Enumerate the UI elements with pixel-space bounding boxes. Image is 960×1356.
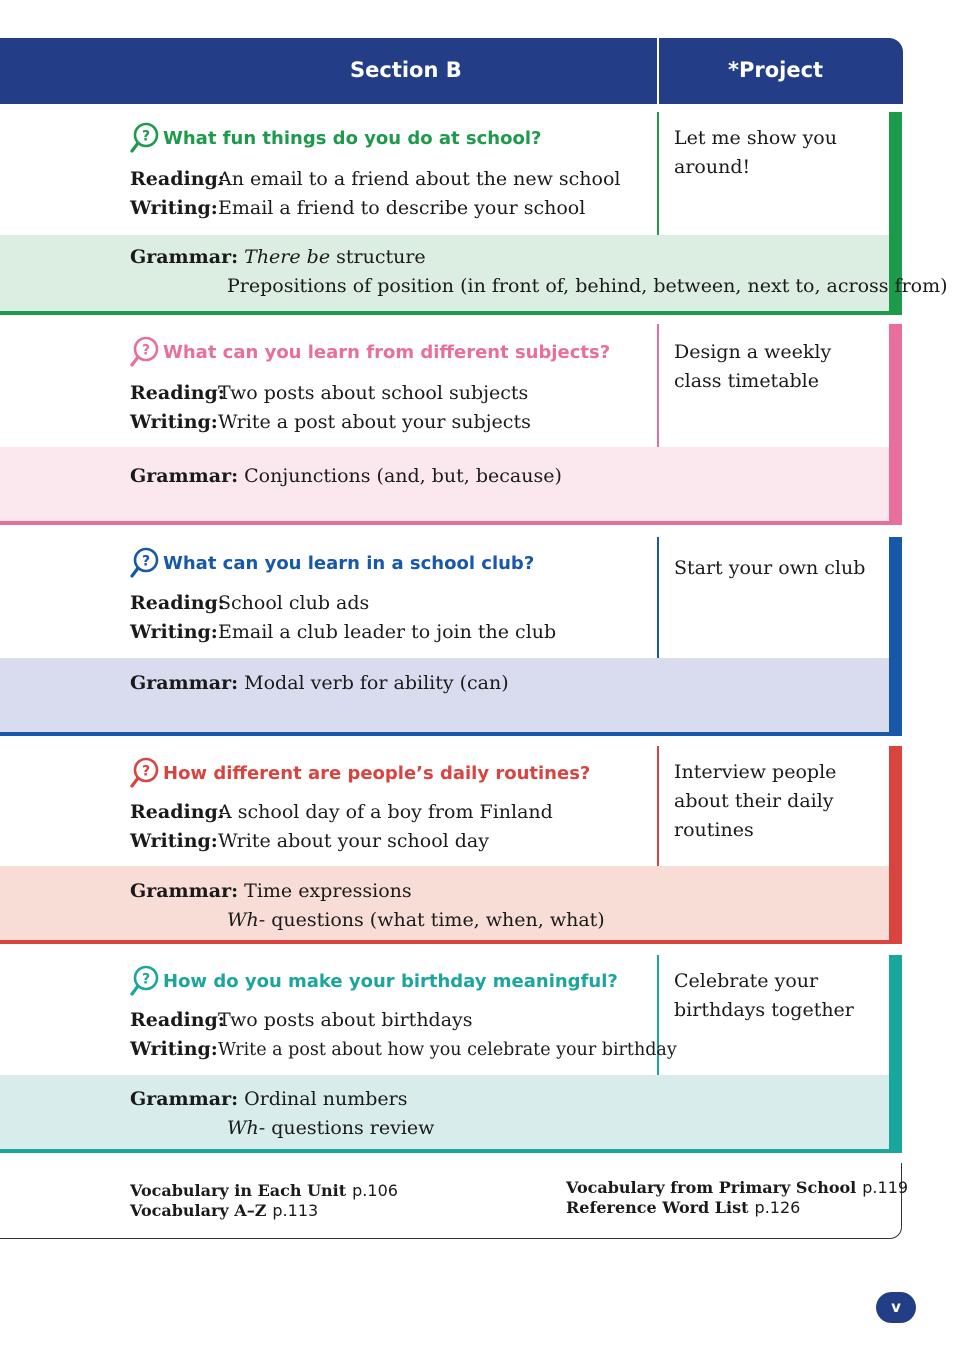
footer-page: p.119	[862, 1178, 909, 1197]
grammar-band	[0, 1075, 889, 1150]
reading-label: Reading:	[130, 382, 225, 404]
unit-color-bar	[889, 746, 902, 941]
grammar-text: Ordinal numbers	[244, 1088, 408, 1110]
grammar-label: Grammar:	[130, 880, 239, 902]
unit-bottom-rule	[0, 521, 902, 525]
column-divider	[657, 746, 659, 866]
header-divider	[657, 38, 659, 104]
grammar-line-2	[227, 275, 948, 297]
project-text: Design a weekly class timetable	[674, 341, 832, 392]
svg-text:?: ?	[141, 763, 151, 780]
grammar-line-2	[227, 909, 605, 931]
reading-line	[130, 1009, 473, 1031]
footer-page: p.126	[754, 1198, 801, 1217]
grammar-line	[130, 880, 412, 902]
writing-label: Writing:	[130, 197, 218, 219]
question-magnifier-icon	[130, 757, 160, 789]
writing-line	[130, 830, 489, 852]
footer-vocab-a-z	[130, 1201, 318, 1220]
question-magnifier-icon	[130, 336, 160, 368]
unit-question	[130, 336, 610, 368]
reading-line	[130, 382, 528, 404]
reading-line	[130, 801, 553, 823]
writing-line	[130, 621, 556, 643]
reading-label: Reading:	[130, 1009, 225, 1031]
footer-label: Vocabulary from Primary School	[566, 1178, 857, 1197]
grammar-text: questions (what time, when, what)	[265, 909, 605, 931]
grammar-line	[130, 465, 562, 487]
unit-4	[0, 737, 903, 945]
footer-label: Vocabulary A–Z	[130, 1201, 267, 1220]
writing-label: Writing:	[130, 1038, 218, 1060]
reading-text: A school day of a boy from Finland	[218, 801, 553, 823]
unit-question	[130, 965, 618, 997]
grammar-label: Grammar:	[130, 672, 239, 694]
reading-label: Reading:	[130, 168, 225, 190]
writing-label: Writing:	[130, 621, 218, 643]
grammar-band	[0, 658, 889, 733]
unit-1	[0, 104, 948, 316]
project-heading: *Project	[728, 58, 824, 82]
grammar-line-2	[227, 1117, 434, 1139]
grammar-line	[130, 246, 426, 268]
grammar-text: questions review	[265, 1117, 435, 1139]
unit-5	[0, 945, 903, 1153]
project-text: Start your own club	[674, 557, 866, 579]
column-divider	[657, 537, 659, 658]
reading-text: Two posts about birthdays	[218, 1009, 473, 1031]
svg-text:?: ?	[141, 971, 151, 988]
writing-label: Writing:	[130, 411, 218, 433]
grammar-italic: There be	[244, 246, 331, 268]
writing-text: Write about your school day	[218, 830, 489, 852]
writing-line	[130, 1038, 677, 1060]
grammar-label: Grammar:	[130, 465, 239, 487]
unit-color-bar	[889, 324, 902, 522]
grammar-text: Modal verb for ability (can)	[244, 672, 509, 694]
unit-color-bar	[889, 955, 902, 1150]
question-magnifier-icon	[130, 965, 160, 997]
grammar-label: Grammar:	[130, 1088, 239, 1110]
writing-text: Write a post about how you celebrate your birthday	[218, 1040, 677, 1060]
writing-line	[130, 411, 531, 433]
question-text: What fun things do you do at school?	[163, 127, 542, 149]
unit-bottom-rule	[0, 311, 902, 315]
footer-vocab-primary	[566, 1178, 908, 1197]
footer-label: Vocabulary in Each Unit	[130, 1181, 347, 1200]
project-text: Interview people about their daily routines	[674, 761, 837, 841]
svg-text:?: ?	[141, 128, 151, 145]
question-magnifier-icon	[130, 547, 160, 579]
writing-text: Write a post about your subjects	[218, 411, 531, 433]
question-text: How different are people’s daily routines?	[163, 762, 591, 784]
reading-line	[130, 168, 621, 190]
question-text: How do you make your birthday meaningful?	[163, 970, 618, 992]
reading-line	[130, 592, 369, 614]
grammar-italic: Wh-	[227, 1117, 266, 1139]
writing-text: Email a friend to describe your school	[218, 197, 586, 219]
writing-label: Writing:	[130, 830, 218, 852]
column-divider	[657, 112, 659, 235]
unit-question	[130, 122, 541, 154]
section-b-heading: Section B	[350, 58, 462, 82]
question-magnifier-icon	[130, 122, 160, 154]
footer-page: p.106	[352, 1181, 398, 1200]
unit-bottom-rule	[0, 940, 902, 944]
grammar-text: Conjunctions (and, but, because)	[244, 465, 562, 487]
writing-text: Email a club leader to join the club	[218, 621, 557, 643]
unit-bottom-rule	[0, 732, 902, 736]
page-number: v	[876, 1292, 916, 1323]
project-text: Let me show you around!	[674, 127, 837, 178]
unit-3	[0, 526, 903, 737]
footer-page: p.113	[272, 1201, 319, 1220]
reading-label: Reading:	[130, 801, 225, 823]
question-text: What can you learn in a school club?	[163, 552, 535, 574]
reading-text: Two posts about school subjects	[218, 382, 529, 404]
grammar-italic: Wh-	[227, 909, 266, 931]
unit-question	[130, 547, 534, 579]
unit-bottom-rule	[0, 1149, 902, 1153]
footer-vocab-each-unit	[130, 1181, 398, 1200]
vocabulary-footer	[0, 1163, 909, 1239]
grammar-text: structure	[330, 246, 426, 268]
question-text: What can you learn from different subjects?	[163, 341, 611, 363]
table-header	[0, 38, 903, 104]
reading-text: School club ads	[218, 592, 370, 614]
project-text: Celebrate your birthdays together	[674, 970, 854, 1021]
column-divider	[657, 324, 659, 447]
unit-question	[130, 757, 590, 789]
reading-text: An email to a friend about the new school	[218, 168, 621, 190]
grammar-label: Grammar:	[130, 246, 239, 268]
unit-2	[0, 316, 903, 526]
writing-line	[130, 197, 585, 219]
grammar-line	[130, 672, 509, 694]
grammar-text: Time expressions	[244, 880, 412, 902]
grammar-line	[130, 1088, 407, 1110]
svg-text:?: ?	[141, 553, 151, 570]
unit-color-bar	[889, 537, 902, 733]
grammar-text: Prepositions of position (in front of, behind, between, next to, across from)	[227, 275, 948, 297]
footer-reference-word-list	[566, 1198, 800, 1217]
svg-text:?: ?	[141, 342, 151, 359]
reading-label: Reading:	[130, 592, 225, 614]
footer-label: Reference Word List	[566, 1198, 749, 1217]
